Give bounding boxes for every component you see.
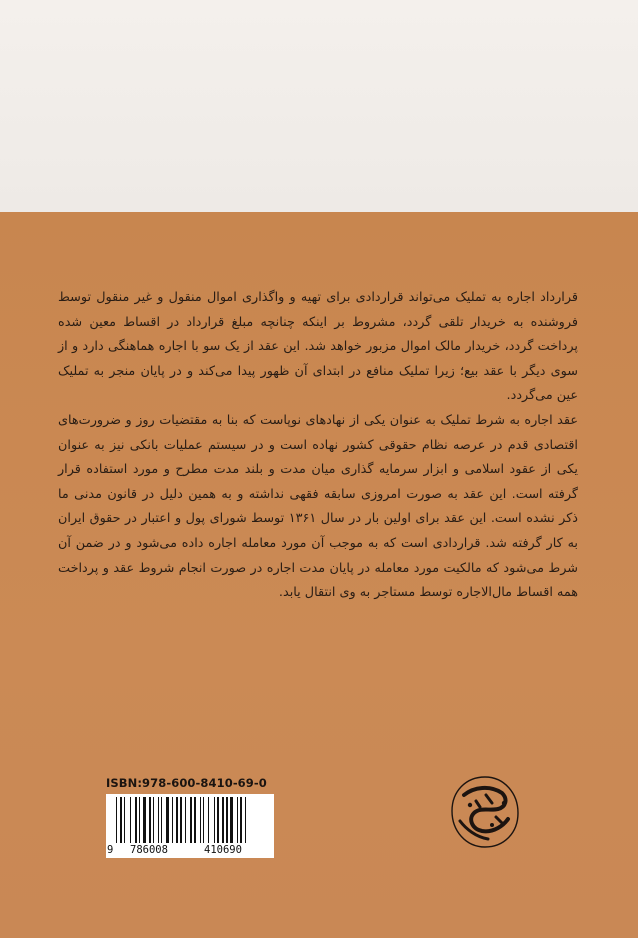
top-white-band	[0, 0, 638, 212]
barcode	[106, 794, 274, 858]
barcode-bar	[120, 797, 122, 843]
barcode-bar	[240, 797, 241, 843]
barcode-bar	[180, 797, 182, 843]
barcode-bars	[116, 797, 268, 843]
barcode-bar	[208, 797, 209, 843]
barcode-bar	[124, 797, 125, 843]
barcode-bar	[226, 797, 227, 843]
barcode-bar	[200, 797, 201, 843]
isbn-label: ISBN:978-600-8410-69-0	[106, 776, 267, 790]
barcode-bar	[161, 797, 162, 843]
barcode-bar	[190, 797, 191, 843]
barcode-bar	[116, 797, 117, 843]
barcode-bar	[230, 797, 233, 843]
back-cover-blurb	[58, 286, 578, 606]
blurb-paragraph-1: قرارداد اجاره به تملیک می‌تواند قراردادی برای تهیه و واگذاری اموال منقول و غیر منقول توسط فروشنده به خریدار تلقی گردد، مشروط بر اینکه چنانچه مبلغ قرارداد در اقساط معین شده پرداخت گردد، خریدار مالک اموال مزبور خواهد شد. این عقد از یک سو با اجاره هماهنگی دارد و از سوی دیگر با عقد بیع؛ زیرا تملیک منافع در ابتدای آن ظهور پیدا می‌کند و در پایان منجر به تملیک عین می‌گردد.	[58, 290, 578, 404]
publisher-calligraphy-seal-icon	[446, 773, 524, 851]
barcode-digits-left: 786008	[130, 844, 168, 856]
barcode-bar	[166, 797, 169, 843]
barcode-bar	[185, 797, 186, 843]
barcode-bar	[245, 797, 246, 843]
barcode-bar	[222, 797, 224, 843]
barcode-bar	[135, 797, 137, 843]
barcode-bar	[237, 797, 238, 843]
barcode-bar	[194, 797, 196, 843]
isbn-barcode-block	[106, 776, 276, 856]
barcode-bar	[153, 797, 154, 843]
barcode-bar	[172, 797, 173, 843]
barcode-bar	[217, 797, 219, 843]
barcode-bar	[176, 797, 177, 843]
barcode-bar	[139, 797, 140, 843]
blurb-paragraph-2: عقد اجاره به شرط تملیک به عنوان یکی از نهادهای نوپاست که بنا به مقتضیات روز و ضرورت‌های اقتصادی قدم در عرصه نظام حقوقی کشور نهاده است و در سیستم عملیات بانکی نیز به عنوان یکی از عقود اسلامی و ابزار سرمایه گذاری میان مدت و بلند مدت مطرح و مورد استفاده قرار گرفته است. این عقد به صورت امروزی سابقه فقهی نداشته و به همین دلیل در قانون مدنی ما ذکر نشده است. این عقد برای اولین بار در سال ۱۳۶۱ توسط شورای پول و اعتبار در حقوق ایران به کار گرفته شد. قراردادی است که به موجب آن مورد معامله اجاره داده می‌شود و در ضمن آن شرط می‌شود که مالکیت مورد معامله در پایان مدت اجاره در صورت انجام شروط عقد و پرداخت همه اقساط مال‌الاجاره توسط مستاجر به وی انتقال یابد.	[58, 412, 578, 601]
barcode-bar	[158, 797, 159, 843]
barcode-bar	[214, 797, 215, 843]
barcode-digits-right: 410690	[204, 844, 242, 856]
barcode-bar	[149, 797, 151, 843]
barcode-digit-first: 9	[107, 844, 114, 856]
barcode-bar	[203, 797, 204, 843]
barcode-bar	[143, 797, 146, 843]
barcode-bar	[130, 797, 131, 843]
